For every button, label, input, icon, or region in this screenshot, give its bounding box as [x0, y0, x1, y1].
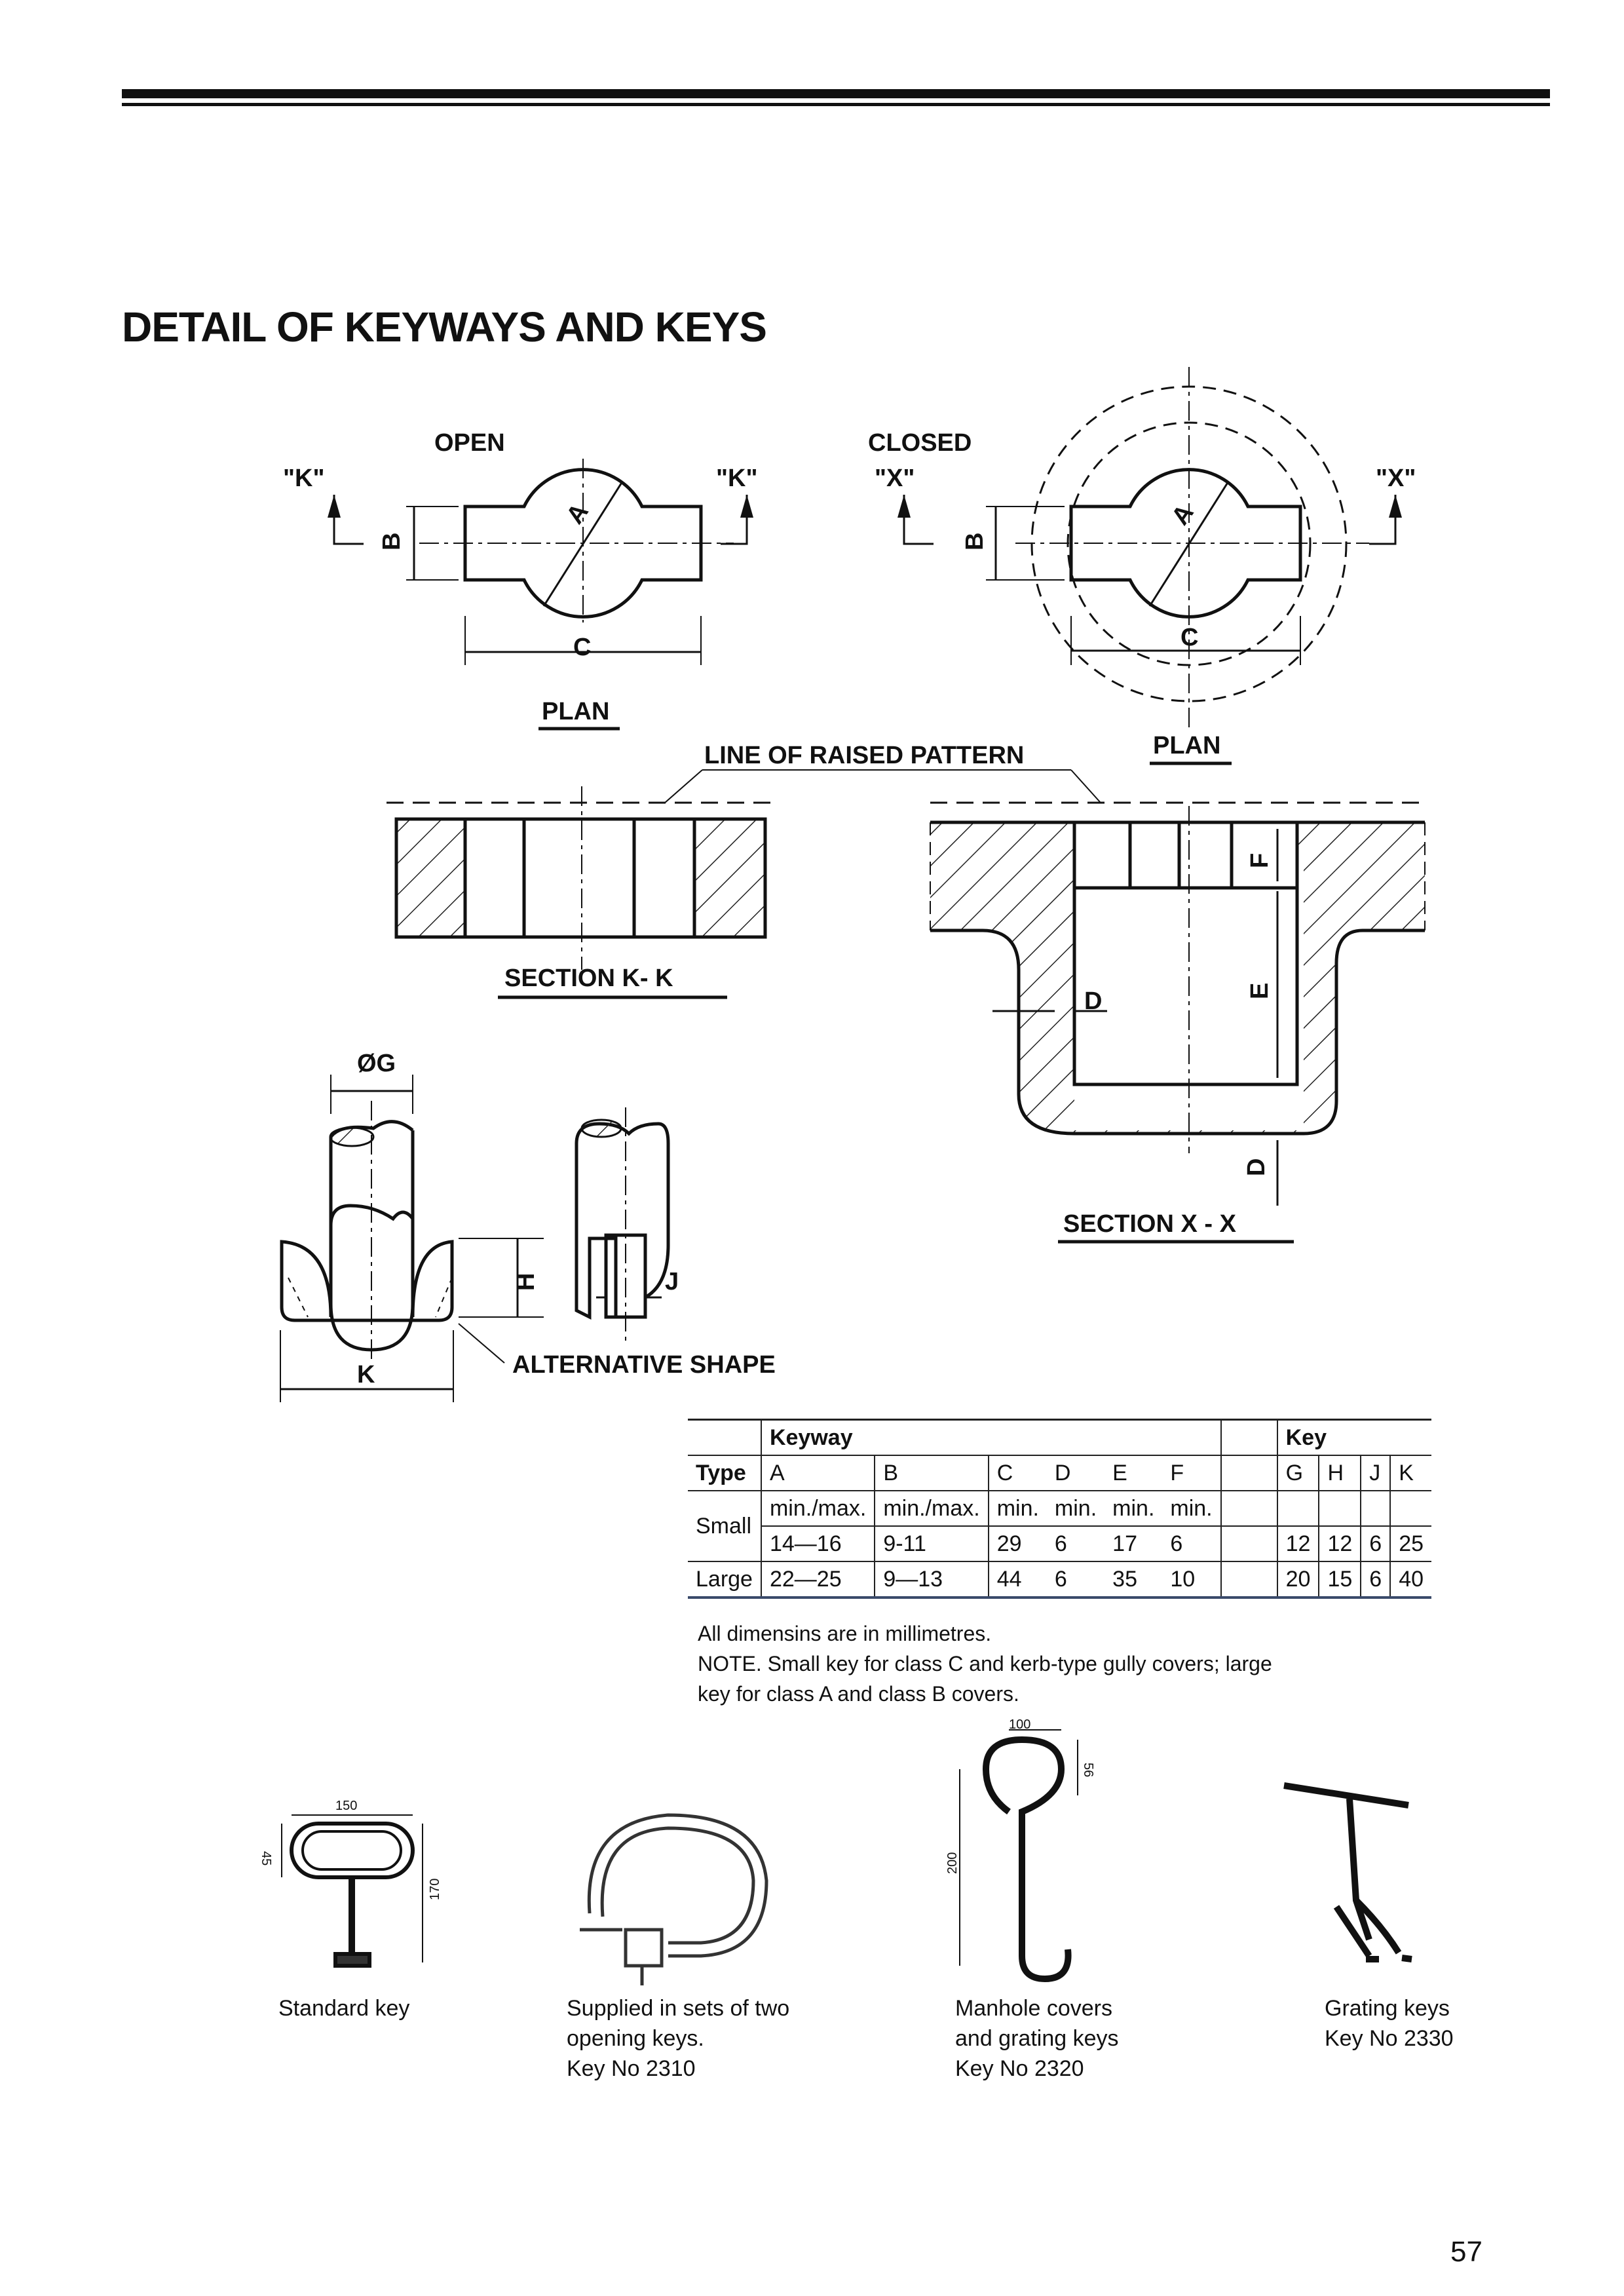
- dim-f: F: [1246, 852, 1274, 868]
- caption-grating-line-1: Grating keys: [1325, 1996, 1450, 2021]
- dim-e: E: [1246, 982, 1274, 999]
- caption-supplied-line-3: Key No 2310: [567, 2056, 696, 2081]
- note-line-3: key for class A and class B covers.: [698, 1682, 1019, 1706]
- large-j: 6: [1361, 1561, 1390, 1598]
- col-k: K: [1390, 1455, 1431, 1491]
- min-d: min.: [1047, 1491, 1105, 1526]
- large-f: 10: [1162, 1561, 1220, 1598]
- x-mark-right: "X": [1376, 465, 1416, 492]
- section-xx-label: SECTION X - X: [1063, 1210, 1236, 1238]
- small-d: 6: [1047, 1526, 1105, 1561]
- k-mark-left: "K": [283, 465, 325, 492]
- dim-d-side: D: [1084, 987, 1103, 1015]
- manhole-key-dim-h: 56: [1081, 1763, 1095, 1778]
- large-c: 44: [989, 1561, 1047, 1598]
- caption-manhole-line-3: Key No 2320: [955, 2056, 1084, 2081]
- section-arrow-icon: [897, 495, 911, 518]
- table-notes: [698, 1618, 1272, 1709]
- large-e: 35: [1105, 1561, 1162, 1598]
- open-plan-view: [334, 459, 747, 665]
- supplied-keys-illustration: [580, 1815, 766, 1985]
- standard-key-dim-len: 170: [428, 1878, 442, 1900]
- dim-b-closed: B: [961, 532, 989, 550]
- table-gap: [1221, 1420, 1277, 1456]
- caption-supplied-line-2: opening keys.: [567, 2026, 704, 2051]
- col-b: B: [875, 1455, 988, 1491]
- key-side-view: [576, 1107, 668, 1343]
- caption-grating-line-2: Key No 2330: [1325, 2026, 1454, 2051]
- dim-d-bottom: D: [1243, 1158, 1270, 1176]
- raised-pattern-label: LINE OF RAISED PATTERN: [704, 742, 1025, 769]
- caption-standard-key: [278, 1993, 409, 2023]
- manhole-key-dim-len: 200: [945, 1852, 960, 1874]
- minmax-a: min./max.: [761, 1491, 875, 1526]
- plan-label-open: PLAN: [542, 698, 610, 725]
- small-c: 29: [989, 1526, 1047, 1561]
- large-k: 40: [1390, 1561, 1431, 1598]
- standard-key-dim-h: 45: [259, 1851, 273, 1866]
- large-g: 20: [1277, 1561, 1319, 1598]
- section-arrow-icon: [740, 495, 753, 518]
- small-a: 14—16: [761, 1526, 875, 1561]
- key-section-view: [280, 1075, 544, 1402]
- type-large: Large: [688, 1561, 761, 1598]
- dim-j: J: [665, 1268, 679, 1295]
- dim-a-closed: A: [1166, 499, 1199, 531]
- small-b: 9-11: [875, 1526, 988, 1561]
- col-c: C: [989, 1455, 1047, 1491]
- col-e: E: [1105, 1455, 1162, 1491]
- plan-label-closed: PLAN: [1153, 732, 1221, 759]
- type-label: Type: [688, 1455, 761, 1491]
- standard-key-illustration: [282, 1815, 423, 1966]
- x-mark-left: "X": [875, 465, 915, 492]
- minmax-b: min./max.: [875, 1491, 988, 1526]
- caption-supplied-keys: [567, 1993, 789, 2084]
- table-corner: [688, 1420, 761, 1456]
- col-h: H: [1319, 1455, 1361, 1491]
- small-g: 12: [1277, 1526, 1319, 1561]
- k-mark-right: "K": [716, 465, 758, 492]
- section-arrow-icon: [328, 495, 341, 518]
- small-f: 6: [1162, 1526, 1220, 1561]
- standard-key-dim-w: 150: [335, 1799, 358, 1813]
- note-line-2: NOTE. Small key for class C and kerb-type gully covers; large: [698, 1652, 1272, 1675]
- type-small: Small: [688, 1491, 761, 1561]
- caption-standard-line: Standard key: [278, 1996, 410, 2021]
- alternative-shape-label: ALTERNATIVE SHAPE: [512, 1351, 776, 1379]
- col-g: G: [1277, 1455, 1319, 1491]
- keyway-header: Keyway: [761, 1420, 1221, 1456]
- caption-manhole-line-1: Manhole covers: [955, 1996, 1113, 2021]
- section-kk-label: SECTION K- K: [504, 965, 673, 992]
- col-a: A: [761, 1455, 875, 1491]
- dim-g: ØG: [357, 1050, 396, 1077]
- section-kk-view: [396, 786, 765, 970]
- dim-h: H: [512, 1272, 540, 1291]
- min-f: min.: [1162, 1491, 1220, 1526]
- dim-c-open: C: [573, 634, 592, 661]
- small-h: 12: [1319, 1526, 1361, 1561]
- section-arrow-icon: [1389, 495, 1402, 518]
- caption-supplied-line-1: Supplied in sets of two: [567, 1996, 790, 2021]
- caption-grating-keys: [1325, 1993, 1454, 2054]
- manhole-key-illustration: [960, 1730, 1078, 1979]
- col-j: J: [1361, 1455, 1390, 1491]
- note-units: All dimensins are in millimetres.: [698, 1622, 992, 1645]
- dim-a-open: A: [561, 498, 594, 529]
- dim-c-closed: C: [1180, 624, 1199, 651]
- large-a: 22—25: [761, 1561, 875, 1598]
- min-c: min.: [989, 1491, 1047, 1526]
- caption-manhole-line-2: and grating keys: [955, 2026, 1119, 2051]
- section-xx-view: [930, 806, 1425, 1206]
- key-header: Key: [1277, 1420, 1431, 1456]
- dim-b-open: B: [378, 532, 406, 550]
- page-title: DETAIL OF KEYWAYS AND KEYS: [122, 303, 766, 351]
- open-label: OPEN: [434, 429, 505, 457]
- dim-k: K: [357, 1361, 375, 1388]
- page-number: 57: [1450, 2236, 1482, 2268]
- min-e: min.: [1105, 1491, 1162, 1526]
- large-h: 15: [1319, 1561, 1361, 1598]
- small-k: 25: [1390, 1526, 1431, 1561]
- small-j: 6: [1361, 1526, 1390, 1561]
- large-b: 9—13: [875, 1561, 988, 1598]
- col-f: F: [1162, 1455, 1220, 1491]
- manhole-key-dim-w: 100: [1009, 1717, 1031, 1732]
- grating-key-illustration: [1284, 1786, 1412, 1959]
- caption-manhole-keys: [955, 1993, 1119, 2084]
- col-d: D: [1047, 1455, 1105, 1491]
- large-d: 6: [1047, 1561, 1105, 1598]
- small-e: 17: [1105, 1526, 1162, 1561]
- dimensions-table: [688, 1419, 1431, 1599]
- closed-label: CLOSED: [868, 429, 972, 457]
